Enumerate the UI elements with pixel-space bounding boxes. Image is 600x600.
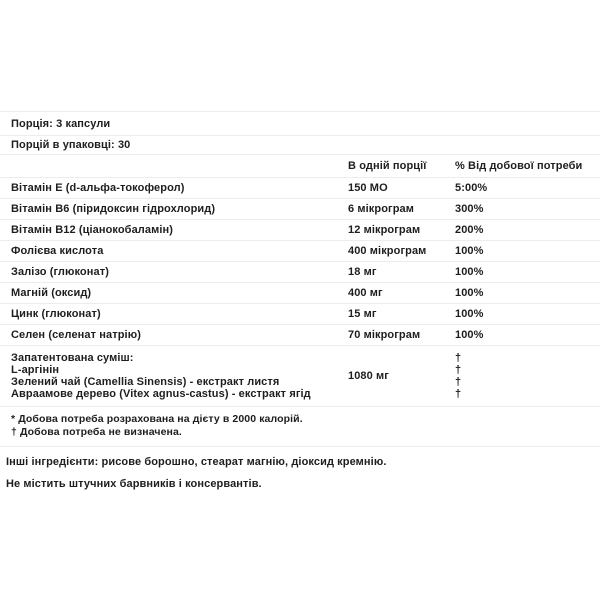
nutrient-amount: 12 мікрограм: [348, 224, 421, 236]
nutrient-rows: [0, 177, 600, 345]
nutrient-daily-value: 100%: [455, 245, 484, 257]
nutrient-name: Вітамін E (d-альфа-токоферол): [11, 182, 185, 194]
table-row: [0, 219, 600, 240]
nutrient-daily-value: 100%: [455, 266, 484, 278]
blend-ingredient-line: Зелений чай (Camellia Sinensis) - екстракт листя: [11, 376, 280, 388]
table-row: [0, 240, 600, 261]
column-header-amount: В одній порції: [348, 160, 427, 172]
blend-ingredient-line: L-аргінін: [11, 364, 60, 376]
nutrient-amount: 400 мікрограм: [348, 245, 427, 257]
blend-ingredient-line: Запатентована суміш:: [11, 352, 134, 364]
nutrient-amount: 400 мг: [348, 287, 383, 299]
dagger-marker: †: [455, 376, 462, 388]
serving-size-row: [0, 111, 600, 135]
servings-per-container-text: Порцій в упаковці: 30: [11, 139, 131, 151]
nutrient-name: Вітамін B12 (ціанокобаламін): [11, 224, 173, 236]
nutrient-amount: 18 мг: [348, 266, 377, 278]
table-row: [0, 261, 600, 282]
nutrient-amount: 15 мг: [348, 308, 377, 320]
nutrient-amount: 150 МО: [348, 182, 388, 194]
table-row: [0, 177, 600, 198]
table-row: [0, 303, 600, 324]
nutrient-daily-value: 100%: [455, 287, 484, 299]
footnote-line: † Добова потреба не визначена.: [11, 426, 182, 438]
nutrient-daily-value: 100%: [455, 308, 484, 320]
blend-dagger-markers: [455, 346, 600, 406]
nutrient-name: Селен (селенат натрію): [11, 329, 141, 341]
serving-size-text: Порція: 3 капсули: [11, 117, 111, 130]
nutrient-daily-value: 300%: [455, 203, 484, 215]
proprietary-blend-row: [0, 345, 600, 406]
table-header-row: [0, 154, 600, 177]
dagger-marker: †: [455, 364, 462, 376]
dagger-marker: †: [455, 388, 462, 400]
other-ingredients-text: Інші інгредієнти: рисове борошно, стеарат магнію, діоксид кремнію.: [6, 456, 387, 468]
nutrient-name: Фолієва кислота: [11, 245, 104, 257]
servings-per-container-row: [0, 135, 600, 154]
dagger-marker: †: [455, 352, 462, 364]
additional-info-block: [0, 446, 600, 491]
nutrient-name: Залізо (глюконат): [11, 266, 109, 278]
blend-amount: 1080 мг: [348, 370, 389, 382]
nutrient-daily-value: 5:00%: [455, 182, 488, 194]
table-row: [0, 324, 600, 345]
footnotes-block: [0, 406, 600, 446]
nutrient-daily-value: 200%: [455, 224, 484, 236]
table-row: [0, 282, 600, 303]
blend-ingredient-lines: [0, 346, 348, 406]
no-artificial-text: Не містить штучних барвників і консервантів.: [6, 478, 262, 490]
nutrient-amount: 70 мікрограм: [348, 329, 421, 341]
supplement-facts-panel: [0, 111, 600, 500]
nutrient-amount: 6 мікрограм: [348, 203, 414, 215]
blend-ingredient-line: Авраамове дерево (Vitex agnus-castus) - екстракт ягід: [11, 388, 311, 400]
nutrient-name: Магній (оксид): [11, 287, 92, 299]
nutrient-daily-value: 100%: [455, 329, 484, 341]
footnote-line: * Добова потреба розрахована на дієту в 2000 калорій.: [11, 413, 303, 425]
nutrient-name: Вітамін B6 (піридоксин гідрохлорид): [11, 203, 216, 215]
table-row: [0, 198, 600, 219]
nutrient-name: Цинк (глюконат): [11, 308, 101, 320]
column-header-daily-value: % Від добової потреби: [455, 160, 583, 172]
